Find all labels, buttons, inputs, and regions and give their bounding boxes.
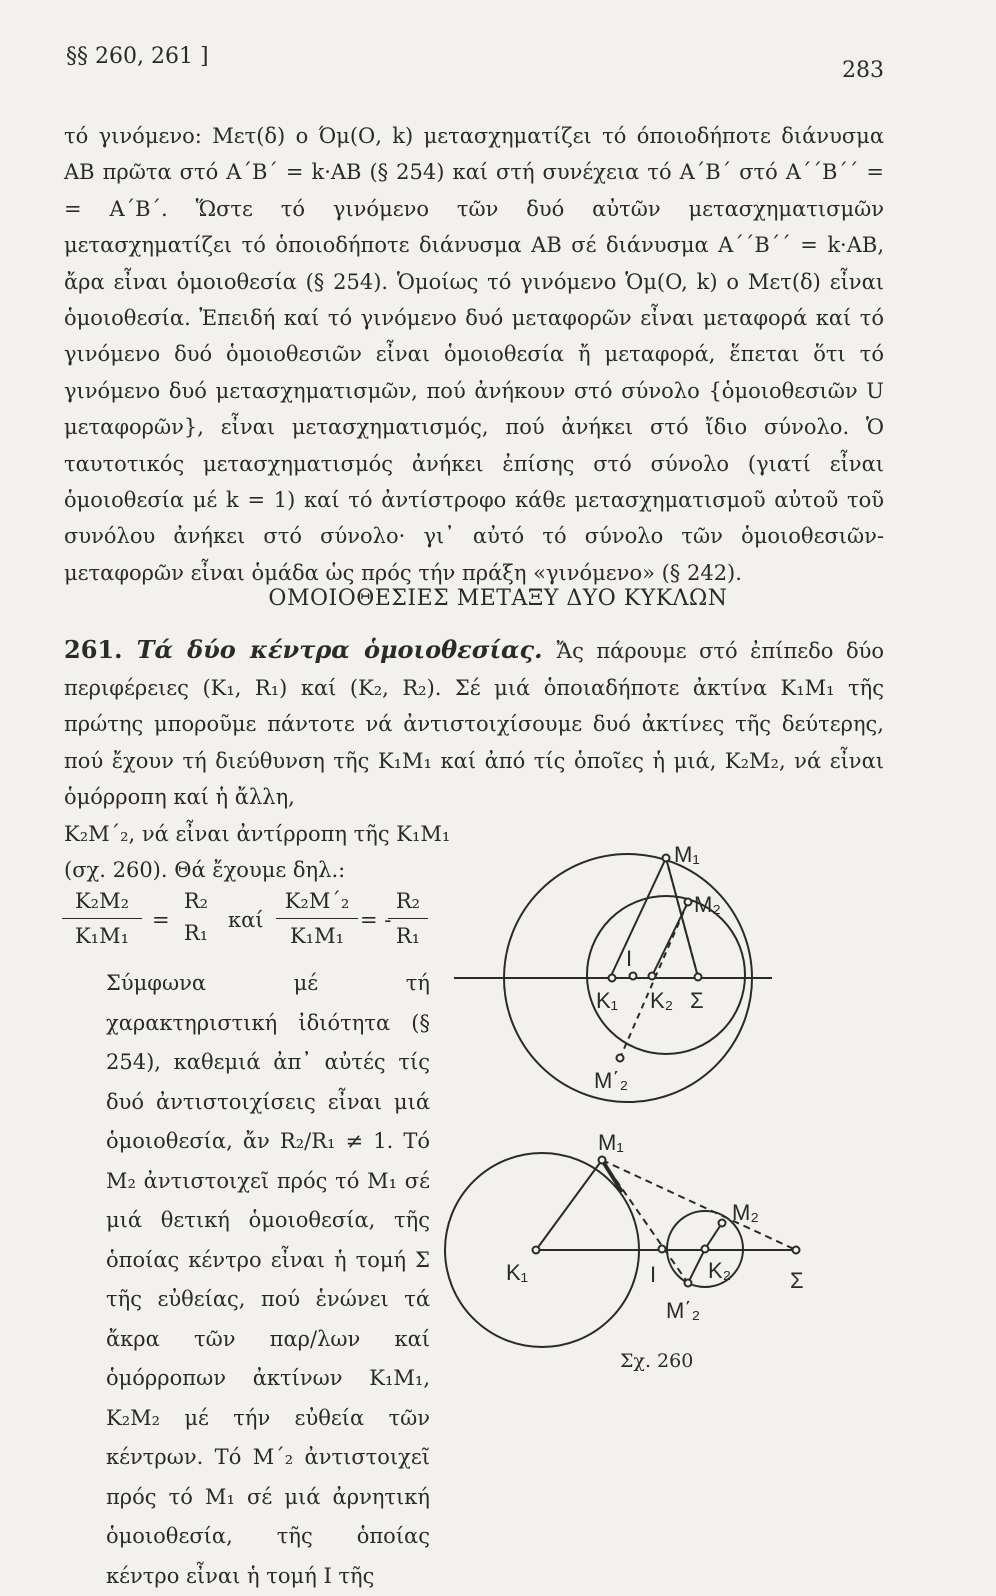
fraction-4-denominator: R₁ [395, 924, 421, 948]
fraction-3-denominator: K₁M₁ [289, 924, 345, 948]
top-point-i [630, 973, 637, 980]
section-261-text: Ἄς πάρουμε στό ἐπίπεδο δύο περιφέρειες (K₁, R₁) καί (K₂, R₂). Σέ μιά ὁποιαδήποτε ἀκτίνα K₁M₁ τῆς πρώτης μποροῦμε πάντοτε νά ἀντιστοιχίσουμε δυό ἀκτίνες τῆς δεύτερης, πού ἔχουν τή διεύθυνση τῆς K₁M₁ καί ἀπό τίς ὁποῖες ἡ μιά, K₂M₂, νά εἶναι ὁμόρροπη καί ἡ ἄλλη, [64, 639, 884, 809]
bottom-point-m2 [719, 1220, 726, 1227]
section-261-number: 261. [64, 635, 123, 664]
fraction-2-numerator: R₂ [183, 889, 209, 913]
bottom-point-k2 [702, 1246, 709, 1253]
bottom-k2-m2p-line [688, 1249, 705, 1283]
bottom-label-m2: M₂ [732, 1200, 759, 1225]
bottom-k2-m2-line [705, 1223, 722, 1249]
bottom-point-sigma [793, 1247, 800, 1254]
bottom-label-m1: M₁ [598, 1130, 624, 1155]
section-title: ΟΜΟΙΟΘΕΣΙΕΣ ΜΕΤΑΞΥ ΔΥΟ ΚΥΚΛΩΝ [268, 586, 728, 611]
running-head: §§ 260, 261 ] [66, 44, 209, 69]
bottom-point-m2p [685, 1280, 692, 1287]
top-label-m1: M₁ [674, 842, 700, 867]
section-261-title: Τά δύο κέντρα ὁμοιοθεσίας. [136, 635, 543, 664]
fraction-1-numerator: K₂M₂ [74, 889, 130, 913]
bottom-label-sigma: Σ [790, 1268, 804, 1293]
fraction-1-denominator: K₁M₁ [74, 924, 130, 948]
top-label-k2: K₂ [650, 988, 674, 1013]
top-point-m2 [685, 899, 692, 906]
fraction-2-denominator: R₁ [183, 921, 209, 945]
top-label-i: I [626, 946, 633, 971]
top-label-sigma: Σ [690, 988, 704, 1013]
top-point-m2p [617, 1055, 624, 1062]
and-word: καί [228, 908, 264, 932]
bottom-point-i [659, 1246, 666, 1253]
fraction-4-numerator: R₂ [395, 889, 421, 913]
bottom-label-i: I [650, 1262, 657, 1287]
bottom-label-k1: K₁ [506, 1260, 529, 1285]
paragraph-top-text: τό γινόμενο: Μετ(δ) ο Όμ(Ο, k) μετασχηματίζει τό όποιοδήποτε διάνυσμα AB πρῶτα στό A΄B΄ = k·AB (§ 254) καί στή συνέχεια τό A΄B΄ στό A΄΄B΄΄ = = A΄B΄. Ὥστε τό γινόμενο τῶν δυό αὐτῶν μετασχηματισμῶν μετασχηματίζει τό ὁποιοδήποτε διάνυσμα AB σέ διάνυσμα A΄΄B΄΄ = k·AB, ἄρα εἶναι ὁμοιοθεσία (§ 254). Ὁμοίως τό γινόμενο Ὁμ(O, k) ο Μετ(δ) εἶναι ὁμοιοθεσία. Ἐπειδή καί τό γινόμενο δυό μεταφορῶν εἶναι μεταφορά καί τό γινόμενο δυό ὁμοιοθεσιῶν εἶναι ὁμοιοθεσία ἤ μεταφορά, ἕπεται ὅτι τό γινόμενο δυό μετασχηματισμῶν, πού ἀνήκουν στό σύνολο {ὁμοιοθεσιῶν U μεταφορῶν}, εἶναι μετασχηματισμός, πού ἀνήκει στό ἴδιο σύνολο. Ὁ ταυτοτικός μετασχηματισμός ἀνήκει ἐπίσης στό σύνολο (γιατί εἶναι ὁμοιοθεσία μέ k = 1) καί τό ἀντίστροφο κάθε μετασχηματισμοῦ αὐτοῦ τοῦ συνόλου ἀνήκει στό σύνολο· γι᾽ αὐτό τό σύνολο τῶν ὁμοιοθεσιῶν-μεταφορῶν εἶναι ὁμάδα ὡς πρός τήν πράξη «γινόμενο» (§ 242). [64, 124, 884, 585]
equals-sign-1: = [152, 908, 170, 932]
top-point-k1 [609, 975, 616, 982]
top-label-m2p: M΄₂ [594, 1068, 629, 1093]
section-261-text2: K₂M΄₂, νά εἶναι ἀντίρροπη τῆς K₁M₁ [64, 821, 451, 846]
bottom-label-k2: K₂ [708, 1258, 732, 1283]
bottom-label-m2p: M΄₂ [666, 1298, 701, 1323]
top-point-m1 [663, 855, 670, 862]
bottom-point-k1 [533, 1247, 540, 1254]
equals-minus-sign: = - [360, 908, 392, 932]
top-label-k1: K₁ [596, 988, 619, 1013]
section-261-text3: (σχ. 260). Θά ἔχουμε δηλ.: [64, 858, 346, 882]
figure-bottom-diagram [445, 1130, 804, 1347]
top-k1-m1-line [610, 858, 666, 978]
top-point-k2 [649, 973, 656, 980]
figure-caption: Σχ. 260 [620, 1350, 694, 1372]
fraction-3-numerator: K₂M΄₂ [284, 889, 350, 913]
top-k2-m2-line [652, 902, 688, 976]
bottom-m1-sigma-dashed [602, 1160, 796, 1250]
bottom-k1-m1-line [536, 1160, 602, 1250]
top-point-sigma [695, 974, 702, 981]
figure-top-diagram [454, 842, 772, 1102]
top-label-m2: M₂ [694, 892, 721, 917]
left-column-paragraph: Σύμφωνα μέ τή χαρακτηριστική ἰδιότητα (§ 254), καθεμιά ἀπ᾽ αὐτές τίς δυό ἀντιστοιχίσεις εἶναι μιά ὁμοιοθεσία, ἄν R₂/R₁ ≠ 1. Τό M₂ ἀντιστοιχεῖ πρός τό M₁ σέ μιά θετική ὁμοιοθεσία, τῆς ὁποίας κέντρο εἶναι ἡ τομή Σ τῆς εὐθείας, πού ἑνώνει τά ἄκρα τῶν παρ/λων καί ὁμόρροπων ἀκτίνων K₁M₁, K₂M₂ μέ τήν εὐθεία τῶν κέντρων. Τό M΄₂ ἀντιστοιχεῖ πρός τό M₁ σέ μιά ἀρνητική ὁμοιοθεσία, τῆς ὁποίας κέντρο εἶναι ἡ τομή I τῆς [106, 971, 430, 1588]
page-number: 283 [842, 58, 884, 83]
bottom-point-m1 [599, 1157, 606, 1164]
